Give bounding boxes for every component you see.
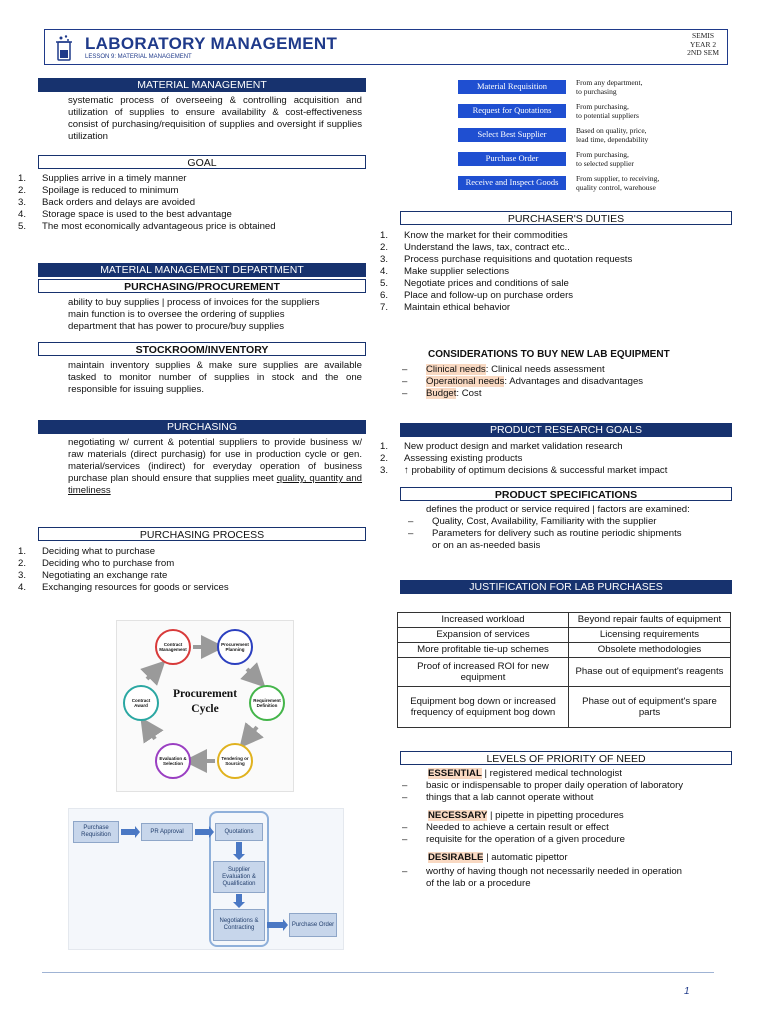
list-item: – Operational needs: Advantages and disadvantages <box>402 376 644 387</box>
section-product-specifications: PRODUCT SPECIFICATIONS <box>400 487 732 501</box>
list-item: 5. The most economically advantageous price is obtained <box>18 221 276 232</box>
cycle-node-procurement-planning: Procurement Planning <box>217 629 253 665</box>
list-item: 2. Assessing existing products <box>380 453 523 464</box>
flow-desc: Based on quality, price, lead time, dependability <box>576 126 649 144</box>
section-goal: GOAL <box>38 155 366 169</box>
flow-step-receive-inspect: Receive and Inspect Goods <box>458 176 566 190</box>
cycle-node-requirement-definition: Requirement Definition <box>249 685 285 721</box>
purchasing-procurement-text: ability to buy supplies | process of invoices for the suppliers main function is to oversee the ordering of supplies department that has power to procure/buy supplies <box>68 297 320 332</box>
workflow-purchase-order: Purchase Order <box>289 913 337 937</box>
page-header <box>44 29 728 65</box>
year-label: YEAR 2 <box>690 39 717 49</box>
sem-label: 2ND SEM <box>687 48 719 57</box>
list-item: 4. Exchanging resources for goods or services <box>18 582 229 593</box>
list-item: 3. Process purchase requisitions and quotation requests <box>380 254 633 265</box>
specifications-intro: defines the product or service required | factors are examined: <box>426 504 690 515</box>
section-product-research-goals: PRODUCT RESEARCH GOALS <box>400 423 732 437</box>
purchasing-text: negotiating w/ current & potential suppliers to provide business w/ raw materials (direct purchasig) for use in production cycle or gen. material/services (indirect) for everyday operation of business purchase plan should ensure that supplies meet quality, quantity and timeliness <box>68 437 363 496</box>
considerations-list <box>398 364 728 400</box>
purchasing-workflow-diagram <box>68 808 344 950</box>
list-item: 3. Negotiating an exchange rate <box>18 570 168 581</box>
priority-essential: ESSENTIAL | registered medical technologist <box>428 768 622 779</box>
list-item: 6. Place and follow-up on purchase orders <box>380 290 574 301</box>
purchasing-process-list <box>14 546 364 594</box>
flow-step-material-requisition: Material Requisition <box>458 80 566 94</box>
stockroom-text: maintain inventory supplies & make sure supplies are available tasked to monitor number of supplies in stock and the one responsible for issuing supplies. <box>68 360 362 395</box>
table-row: More profitable tie-up schemes Obsolete methodologies <box>398 643 731 658</box>
workflow-quotations: Quotations <box>215 823 263 841</box>
considerations-title: CONSIDERATIONS TO BUY NEW LAB EQUIPMENT <box>428 349 670 360</box>
page-number: 1 <box>684 986 690 997</box>
duties-list <box>376 230 732 314</box>
list-item: 4. Make supplier selections <box>380 266 510 277</box>
section-purchasers-duties: PURCHASER'S DUTIES <box>400 211 732 225</box>
flow-desc: From purchasing, to potential suppliers <box>576 102 639 120</box>
research-goals-list <box>376 441 732 477</box>
list-item: – Parameters for delivery such as routine periodic shipments <box>408 528 682 539</box>
table-row: Equipment bog down or increased frequency of equipment bog down Phase out of equipment's spare parts <box>398 687 731 728</box>
lesson-subtitle: LESSON 9: MATERIAL MANAGEMENT <box>85 54 192 60</box>
list-item: 2. Understand the laws, tax, contract etc.. <box>380 242 570 253</box>
section-department: MATERIAL MANAGEMENT DEPARTMENT <box>38 263 366 277</box>
list-item: – Needed to achieve a certain result or effect <box>402 822 609 833</box>
list-item: 1. Know the market for their commodities <box>380 230 568 241</box>
workflow-pr-approval: PR Approval <box>141 823 193 841</box>
list-item: 2. Deciding who to purchase from <box>18 558 175 569</box>
necessary-list <box>398 822 732 846</box>
section-material-management: MATERIAL MANAGEMENT <box>38 78 366 92</box>
flow-desc: From supplier, to receiving, quality control, warehouse <box>576 174 660 192</box>
flow-desc: From any department, to purchasing <box>576 78 643 96</box>
section-purchasing-procurement: PURCHASING/PROCUREMENT <box>38 279 366 293</box>
semester-info <box>687 32 719 58</box>
specifications-list <box>404 516 732 552</box>
list-item: – basic or indispensable to proper daily operation of laboratory <box>402 780 684 791</box>
list-item: 1. New product design and market validation research <box>380 441 623 452</box>
cycle-center-title: Procurement Cycle <box>172 688 238 715</box>
section-purchasing-process: PURCHASING PROCESS <box>38 527 366 541</box>
section-justification: JUSTIFICATION FOR LAB PURCHASES <box>400 580 732 594</box>
cycle-node-evaluation: Evaluation & Selection <box>155 743 191 779</box>
essential-list <box>398 780 732 804</box>
goal-list <box>14 173 364 233</box>
list-item: – worthy of having though not necessarily needed in operation <box>402 866 683 877</box>
desirable-list <box>398 866 732 890</box>
list-item: 4. Storage space is used to the best advantage <box>18 209 232 220</box>
list-item: – requisite for the operation of a given procedure <box>402 834 625 845</box>
list-item: – things that a lab cannot operate without <box>402 792 594 803</box>
flow-desc: From purchasing, to selected supplier <box>576 150 634 168</box>
list-item: 5. Negotiate prices and conditions of sale <box>380 278 569 289</box>
section-priority-of-need: LEVELS OF PRIORITY OF NEED <box>400 751 732 765</box>
justification-table <box>397 612 731 728</box>
section-stockroom: STOCKROOM/INVENTORY <box>38 342 366 356</box>
flow-step-purchase-order: Purchase Order <box>458 152 566 166</box>
footer-divider <box>42 972 714 973</box>
flow-step-request-for-quotations: Request for Quotations <box>458 104 566 118</box>
workflow-supplier-evaluation: Supplier Evaluation & Qualification <box>213 861 265 893</box>
list-item: 7. Maintain ethical behavior <box>380 302 511 313</box>
list-item: 3. ↑ probability of optimum decisions & successful market impact <box>380 465 668 476</box>
list-item: or on an as-needed basis <box>432 540 541 551</box>
table-row: Increased workload Beyond repair faults of equipment <box>398 613 731 628</box>
cycle-node-contract-award: Contract Award <box>123 685 159 721</box>
list-item: 2. Spoilage is reduced to minimum <box>18 185 179 196</box>
list-item: – Quality, Cost, Availability, Familiarity with the supplier <box>408 516 657 527</box>
material-management-text: systematic process of overseeing & controlling acquisition and utilization of supplies to ensure availability & cost-effectiveness consist of purchasing/requisition of supplies and oversight if supplies utilization <box>68 95 362 142</box>
list-item: 3. Back orders and delays are avoided <box>18 197 196 208</box>
list-item: – Clinical needs: Clinical needs assessment <box>402 364 605 375</box>
table-row: Proof of increased ROI for new equipment Phase out of equipment's reagents <box>398 658 731 687</box>
workflow-negotiations: Negotiations & Contracting <box>213 909 265 941</box>
list-item: 1. Supplies arrive in a timely manner <box>18 173 187 184</box>
table-row: Expansion of services Licensing requirements <box>398 628 731 643</box>
priority-desirable: DESIRABLE | automatic pipettor <box>428 852 568 863</box>
list-item: of the lab or a procedure <box>426 878 531 889</box>
priority-necessary: NECESSARY | pipette in pipetting procedures <box>428 810 624 821</box>
workflow-arrows <box>69 809 343 949</box>
list-item: 1. Deciding what to purchase <box>18 546 156 557</box>
semester-label: SEMIS <box>692 31 715 40</box>
section-purchasing: PURCHASING <box>38 420 366 434</box>
page-title: LABORATORY MANAGEMENT <box>85 34 338 53</box>
cycle-node-tendering: Tendering or Sourcing <box>217 743 253 779</box>
procurement-cycle-diagram <box>116 620 294 792</box>
workflow-purchase-requisition: Purchase Requisition <box>73 821 119 843</box>
flow-step-select-best-supplier: Select Best Supplier <box>458 128 566 142</box>
list-item: – Budget: Cost <box>402 388 482 399</box>
cycle-node-contract-management: Contract Management <box>155 629 191 665</box>
lab-beaker-icon <box>53 34 75 62</box>
